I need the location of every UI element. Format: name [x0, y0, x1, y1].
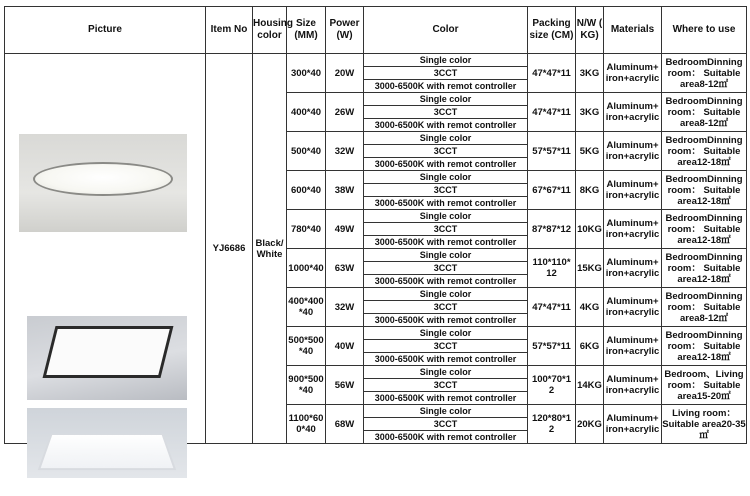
- color-option-cell: Single color: [364, 366, 528, 379]
- size-cell: 300*40: [287, 54, 326, 93]
- power-cell: 63W: [326, 249, 364, 288]
- net-weight-cell: 15KG: [576, 249, 604, 288]
- materials-cell: Aluminum+ iron+acrylic: [604, 249, 662, 288]
- color-option-cell: Single color: [364, 132, 528, 145]
- packing-size-cell: 47*47*11: [528, 93, 576, 132]
- packing-size-cell: 110*110* 12: [528, 249, 576, 288]
- color-option-cell: 3000-6500K with remot controller: [364, 275, 528, 288]
- header-housing-color: Housing color: [253, 7, 287, 54]
- size-cell: 500*500 *40: [287, 327, 326, 366]
- size-cell: 780*40: [287, 210, 326, 249]
- header-power: Power (W): [326, 7, 364, 54]
- net-weight-cell: 5KG: [576, 132, 604, 171]
- color-option-cell: 3000-6500K with remot controller: [364, 119, 528, 132]
- rectangular-ceiling-lamp-image: [27, 316, 187, 400]
- where-to-use-cell: BedroomDinning room： Suitable area8-12㎡: [662, 288, 747, 327]
- color-option-cell: 3000-6500K with remot controller: [364, 197, 528, 210]
- spec-body: [5, 54, 747, 444]
- net-weight-cell: 8KG: [576, 171, 604, 210]
- size-cell: 600*40: [287, 171, 326, 210]
- where-to-use-cell: BedroomDinning room： Suitable area8-12㎡: [662, 54, 747, 93]
- color-option-cell: 3CCT: [364, 379, 528, 392]
- color-option-cell: Single color: [364, 288, 528, 301]
- color-option-cell: 3CCT: [364, 340, 528, 353]
- power-cell: 32W: [326, 132, 364, 171]
- net-weight-cell: 20KG: [576, 405, 604, 444]
- header-row: [5, 7, 747, 54]
- materials-cell: Aluminum+ iron+acrylic: [604, 405, 662, 444]
- color-option-cell: Single color: [364, 327, 528, 340]
- color-option-cell: 3CCT: [364, 301, 528, 314]
- packing-size-cell: 100*70*1 2: [528, 366, 576, 405]
- color-option-cell: Single color: [364, 54, 528, 67]
- color-option-cell: 3000-6500K with remot controller: [364, 431, 528, 444]
- size-cell: 1100*60 0*40: [287, 405, 326, 444]
- color-option-cell: 3000-6500K with remot controller: [364, 158, 528, 171]
- net-weight-cell: 14KG: [576, 366, 604, 405]
- materials-cell: Aluminum+ iron+acrylic: [604, 171, 662, 210]
- materials-cell: Aluminum+ iron+acrylic: [604, 288, 662, 327]
- header-nw: N/W ( KG): [576, 7, 604, 54]
- packing-size-cell: 57*57*11: [528, 327, 576, 366]
- materials-cell: Aluminum+ iron+acrylic: [604, 366, 662, 405]
- materials-cell: Aluminum+ iron+acrylic: [604, 54, 662, 93]
- materials-cell: Aluminum+ iron+acrylic: [604, 327, 662, 366]
- packing-size-cell: 57*57*11: [528, 132, 576, 171]
- housing-color-cell: Black/ White: [253, 54, 287, 444]
- net-weight-cell: 3KG: [576, 54, 604, 93]
- where-to-use-cell: BedroomDinning room： Suitable area8-12㎡: [662, 93, 747, 132]
- size-cell: 400*400 *40: [287, 288, 326, 327]
- color-option-cell: 3CCT: [364, 145, 528, 158]
- net-weight-cell: 6KG: [576, 327, 604, 366]
- table-row: [5, 54, 747, 67]
- color-option-cell: 3CCT: [364, 418, 528, 431]
- power-cell: 20W: [326, 54, 364, 93]
- item-no-cell: YJ6686: [206, 54, 253, 444]
- color-option-cell: 3000-6500K with remot controller: [364, 80, 528, 93]
- color-option-cell: 3000-6500K with remot controller: [364, 392, 528, 405]
- power-cell: 40W: [326, 327, 364, 366]
- color-option-cell: 3000-6500K with remot controller: [364, 236, 528, 249]
- power-cell: 38W: [326, 171, 364, 210]
- spec-table: [4, 6, 747, 444]
- where-to-use-cell: BedroomDinning room： Suitable area12-18㎡: [662, 171, 747, 210]
- packing-size-cell: 87*87*12: [528, 210, 576, 249]
- white-panel-lamp-image: [27, 408, 187, 478]
- packing-size-cell: 120*80*1 2: [528, 405, 576, 444]
- net-weight-cell: 3KG: [576, 93, 604, 132]
- net-weight-cell: 10KG: [576, 210, 604, 249]
- packing-size-cell: 67*67*11: [528, 171, 576, 210]
- where-to-use-cell: BedroomDinning room： Suitable area12-18㎡: [662, 249, 747, 288]
- packing-size-cell: 47*47*11: [528, 288, 576, 327]
- materials-cell: Aluminum+ iron+acrylic: [604, 132, 662, 171]
- where-to-use-cell: BedroomDinning room： Suitable area12-18㎡: [662, 327, 747, 366]
- round-ceiling-lamp-image: [19, 134, 187, 232]
- color-option-cell: Single color: [364, 249, 528, 262]
- power-cell: 26W: [326, 93, 364, 132]
- header-packing-size: Packing size (CM): [528, 7, 576, 54]
- color-option-cell: 3000-6500K with remot controller: [364, 314, 528, 327]
- header-size: Size (MM): [287, 7, 326, 54]
- color-option-cell: Single color: [364, 93, 528, 106]
- header-where-to-use: Where to use: [662, 7, 747, 54]
- color-option-cell: 3CCT: [364, 262, 528, 275]
- header-color: Color: [364, 7, 528, 54]
- materials-cell: Aluminum+ iron+acrylic: [604, 210, 662, 249]
- color-option-cell: 3CCT: [364, 106, 528, 119]
- size-cell: 1000*40: [287, 249, 326, 288]
- size-cell: 900*500 *40: [287, 366, 326, 405]
- size-cell: 500*40: [287, 132, 326, 171]
- color-option-cell: Single color: [364, 210, 528, 223]
- header-item-no: Item No: [206, 7, 253, 54]
- header-materials: Materials: [604, 7, 662, 54]
- color-option-cell: Single color: [364, 405, 528, 418]
- size-cell: 400*40: [287, 93, 326, 132]
- power-cell: 32W: [326, 288, 364, 327]
- product-pictures: [5, 54, 206, 444]
- color-option-cell: Single color: [364, 171, 528, 184]
- color-option-cell: 3CCT: [364, 223, 528, 236]
- where-to-use-cell: BedroomDinning room： Suitable area12-18㎡: [662, 210, 747, 249]
- net-weight-cell: 4KG: [576, 288, 604, 327]
- power-cell: 68W: [326, 405, 364, 444]
- power-cell: 49W: [326, 210, 364, 249]
- where-to-use-cell: Living room： Suitable area20-35 ㎡: [662, 405, 747, 444]
- power-cell: 56W: [326, 366, 364, 405]
- color-option-cell: 3CCT: [364, 67, 528, 80]
- materials-cell: Aluminum+ iron+acrylic: [604, 93, 662, 132]
- where-to-use-cell: BedroomDinning room： Suitable area12-18㎡: [662, 132, 747, 171]
- color-option-cell: 3000-6500K with remot controller: [364, 353, 528, 366]
- header-picture: Picture: [5, 7, 206, 54]
- color-option-cell: 3CCT: [364, 184, 528, 197]
- where-to-use-cell: Bedroom、Living room： Suitable area15-20㎡: [662, 366, 747, 405]
- packing-size-cell: 47*47*11: [528, 54, 576, 93]
